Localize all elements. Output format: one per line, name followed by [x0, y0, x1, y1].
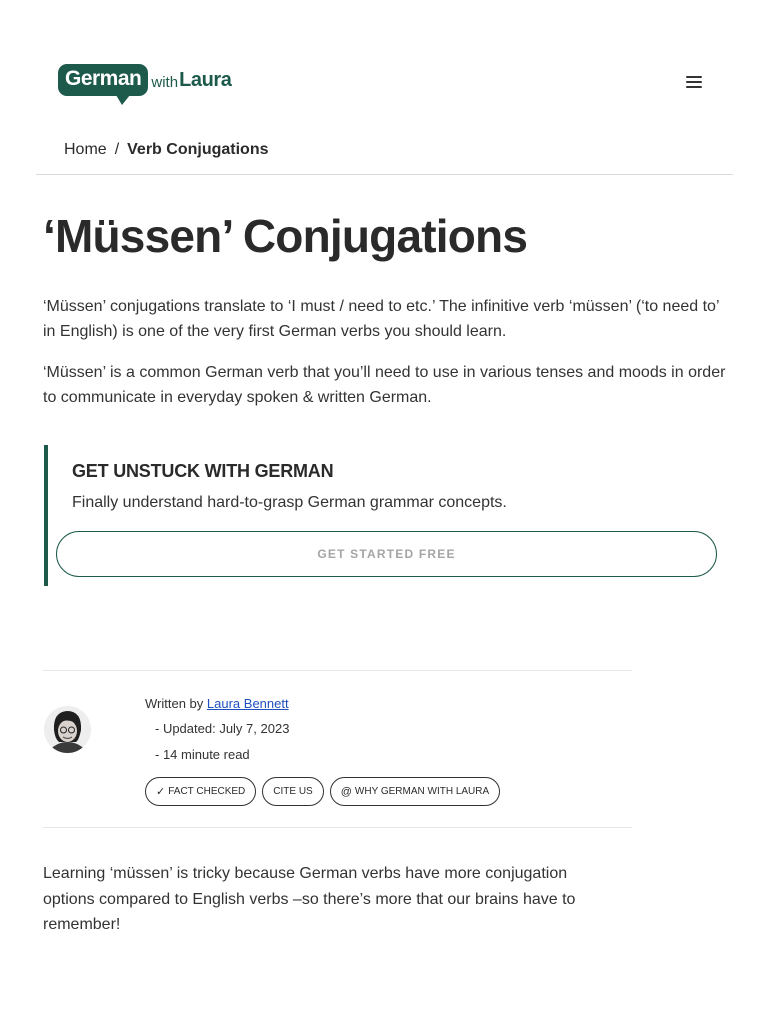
- why-german-with-laura-pill[interactable]: [330, 777, 500, 806]
- updated-date: - Updated: July 7, 2023: [155, 721, 290, 736]
- written-by-line: [145, 696, 289, 711]
- cite-us-pill[interactable]: [262, 777, 323, 806]
- logo-speech-bubble: German: [58, 64, 148, 96]
- site-header: [0, 0, 768, 130]
- breadcrumb-current-link[interactable]: Verb Conjugations: [127, 141, 269, 158]
- author-name-link[interactable]: Laura Bennett: [206, 696, 289, 711]
- body-paragraph-1: Learning ‘müssen’ is tricky because German verbs have more conjugation options compared to English verbs –so there’s more that our brains have to remember!: [43, 865, 576, 933]
- intro-paragraph-2: ‘Müssen’ is a common German verb that you’ll need to use in various tenses and moods in order to communicate in everyday spoken & written German.: [43, 364, 726, 406]
- author-badges: [145, 777, 500, 806]
- checkmark-icon: ✓: [156, 786, 166, 798]
- breadcrumb: [64, 141, 268, 159]
- breadcrumb-separator: /: [114, 141, 120, 158]
- logo-with-text: with: [151, 73, 179, 91]
- intro-paragraph-1: ‘Müssen’ conjugations translate to ‘I must / need to etc.’ The infinitive verb ‘müssen’ (‘to need to’ in English) is one of the very first German verbs you should learn.: [43, 298, 719, 340]
- breadcrumb-home-link[interactable]: Home: [64, 141, 107, 158]
- hamburger-menu-icon[interactable]: [686, 76, 702, 90]
- callout-text: Finally understand hard-to-grasp German grammar concepts.: [72, 494, 507, 511]
- page-title: ‘Müssen’ Conjugations: [43, 210, 528, 262]
- written-by-label: Written by: [145, 696, 204, 711]
- fact-checked-label: FACT CHECKED: [168, 786, 246, 797]
- author-divider-bottom: [43, 827, 632, 828]
- author-divider-top: [43, 670, 632, 671]
- author-avatar: [44, 706, 91, 753]
- header-divider: [36, 174, 733, 175]
- fact-checked-pill[interactable]: [145, 777, 256, 806]
- logo-name-text: Laura: [179, 68, 232, 91]
- get-started-button[interactable]: GET STARTED FREE: [56, 531, 717, 577]
- cta-callout: [44, 445, 724, 586]
- site-logo[interactable]: [58, 64, 232, 96]
- read-time: - 14 minute read: [155, 747, 250, 762]
- why-label: WHY GERMAN WITH LAURA: [354, 786, 490, 797]
- at-sign-icon: @: [340, 785, 352, 798]
- cite-us-label: CITE US: [273, 786, 313, 797]
- callout-title: GET UNSTUCK WITH GERMAN: [72, 461, 334, 481]
